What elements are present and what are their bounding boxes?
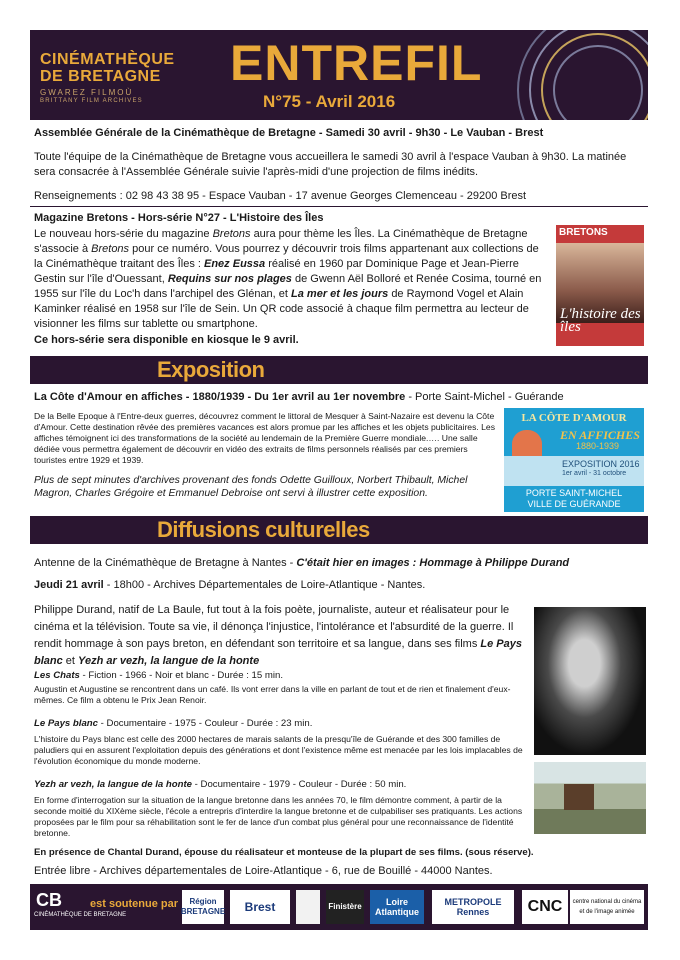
footer-logo-subtitle: CINÉMATHÈQUE DE BRETAGNE (34, 912, 127, 918)
magazine-name: Bretons (91, 243, 130, 255)
sponsor-logo-cnc: CNC (522, 890, 568, 924)
film-title: Yezh ar vezh, la langue de la honte (78, 655, 260, 667)
magazine-cover-title: L'histoire des îles (560, 306, 641, 335)
newsletter-header (30, 30, 648, 120)
philippe-durand-portrait-photo (534, 607, 646, 755)
event-date-line (34, 578, 654, 593)
film-title: Les Chats (34, 670, 80, 681)
newsletter-title: ENTREFIL (230, 35, 483, 91)
ag-heading: Assemblée Générale de la Cinémathèque de Bretagne - Samedi 30 avril - 9h30 - Le Vauban - Brest (34, 127, 544, 139)
poster-dates: 1er avril - 31 octobre (562, 470, 627, 477)
sponsor-logo-finistere: Finistère (326, 890, 364, 924)
magazine-heading: Magazine Bretons - Hors-série N°27 - L'Histoire des Îles (34, 212, 324, 224)
logo-line-3: GWAREZ FILMOÙ (40, 88, 134, 97)
exposition-body: De la Belle Epoque à l'Entre-deux guerres, découvrez comment le littoral de Mesquer à Saint-Nazaire est devenu la Côte d'Amour. Cette destination rêvée des premières vacances est alors promue par les affiches et les objets publicitaires. Les affiches témoignent ici des transformations de la société au lendemain de la Première Guerre mondiale.…. Une salle dédiée vous permettra également de découvrir en vidéo des extraits de films personnels réalisés par ces premiers touristes entre 1929 et 1939. (34, 411, 496, 465)
poster-subtitle: EN AFFICHES (560, 428, 640, 442)
poster-years: 1880-1939 (576, 441, 620, 451)
magazine-cover-image (556, 225, 644, 346)
film-title: Yezh ar vezh, la langue de la honte (34, 779, 192, 790)
bio-text: et (65, 655, 75, 667)
sponsor-logo-brest: Brest (230, 890, 290, 924)
section-banner-title: Exposition (157, 357, 265, 382)
section-banner-diffusions (30, 516, 648, 544)
logo-line-1: CINÉMATHÈQUE (40, 51, 175, 68)
magazine-cover-masthead: BRETONS (559, 227, 608, 238)
presence-note: En présence de Chantal Durand, épouse du réalisateur et monteuse de la plupart de ses films. (sous réserve). (34, 847, 534, 858)
magazine-text: aura pour thème les Îles. La Cinémathèque de Bretagne s'associe à (34, 228, 528, 255)
film-still-photo (534, 762, 646, 834)
film-reel-arcs-decoration (508, 30, 648, 120)
logo-line-2: DE BRETAGNE (40, 68, 161, 85)
film-title: Le Pays blanc (34, 638, 522, 667)
film-meta: - Fiction - 1966 - Noir et blanc - Durée : 15 min. (82, 670, 284, 681)
director-bio (34, 602, 530, 670)
event-location: - 18h00 - Archives Départementales de Loire-Atlantique - Nantes. (106, 579, 426, 591)
poster-place: PORTE SAINT-MICHEL (525, 488, 623, 498)
exposition-heading (34, 390, 654, 405)
section-banner-exposition (30, 356, 648, 384)
film-entry-pays-blanc (34, 716, 530, 731)
film-title: La mer et les jours (291, 288, 389, 300)
horse-cart-figure (564, 784, 594, 810)
magazine-text: de Gwenn Aël Bolloré et Renée Cosima, tourné en 1955 sur l'île du Loc'h dans l'archipel des Glénan, et (34, 273, 542, 300)
section-banner-title: Diffusions culturelles (157, 517, 370, 542)
ag-info: Renseignements : 02 98 43 38 95 - Espace Vauban - 17 avenue Georges Clemenceau - 29200 Brest (34, 190, 527, 202)
film-description: L'histoire du Pays blanc est celle des 2000 hectares de marais salants de la presqu'île de Guérande et des 300 familles de paludiers qui en assurent l'exploitation depuis des générations et dont l'existence même est menacée par les lois implacables de l'évolution économique du monde moderne. (34, 734, 523, 766)
film-entry-les-chats (34, 668, 530, 683)
event-date: Jeudi 21 avril (34, 579, 104, 591)
film-description: En forme d'interrogation sur la situation de la langue bretonne dans les années 70, le film démontre comment, à partir de la seconde moitié du XIXème siècle, l'école a entrepris d'interdire la langue bretonne et de culpabiliser ses pratiquants. Les actions proposées par le film pour sa réhabilitation sont le fer de lance d'un combat plus général pour une reconnaissance de l'identité bretonne. (34, 795, 523, 838)
film-title: Enez Eussa (204, 258, 266, 270)
magazine-text: réalisé en 1960 par Dominique Page et Jean-Pierre Gestin sur l'île d'Ouessant, (34, 258, 519, 285)
sponsor-logo-loire-atlantique: Loire Atlantique (370, 890, 424, 924)
sponsor-logo-rennes-metropole: METROPOLE Rennes (432, 890, 514, 924)
exposition-heading-place: - Porte Saint-Michel - Guérande (408, 391, 564, 403)
sponsor-logo-region-bretagne: Région BRETAGNE (182, 890, 224, 924)
exposition-heading-main: La Côte d'Amour en affiches - 1880/1939 - Du 1er avril au 1er novembre (34, 391, 406, 403)
film-title: Le Pays blanc (34, 718, 98, 729)
magazine-body (34, 227, 550, 332)
magazine-name: Bretons (212, 228, 251, 240)
sponsor-logo-crest (296, 890, 320, 924)
diffusions-intro (34, 556, 654, 571)
film-meta: - Documentaire - 1975 - Couleur - Durée : 23 min. (100, 718, 313, 729)
diffusions-intro-text: Antenne de la Cinémathèque de Bretagne à Nantes - (34, 557, 294, 569)
magazine-availability: Ce hors-série sera disponible en kiosque le 9 avril. (34, 334, 299, 346)
poster-city: VILLE DE GUÉRANDE (527, 499, 621, 509)
issue-number: N°75 - Avril 2016 (263, 92, 396, 111)
footer-logo: CB (36, 890, 62, 910)
bio-text: Philippe Durand, natif de La Baule, fut tout à la fois poète, journaliste, auteur et réalisateur pour le cinéma et la télévision. Toute sa vie, il dénonça l'injustice, l'intolérance et l'absurdité de la guerre. Il rendit hommage à son pays breton, en défendant son territoire et sa langue, dans ses films (34, 604, 514, 650)
magazine-text: pour ce numéro. Vous pourrez y découvrir trois films appartenant aux collections de la Cinémathèque traitant des Îles : (34, 243, 539, 270)
poster-title: LA CÔTE D'AMOUR (521, 412, 627, 424)
supported-by-label: est soutenue par (90, 898, 179, 910)
film-entry-yezh-ar-vezh (34, 777, 530, 792)
film-description: Augustin et Augustine se rencontrent dans un café. Ils vont errer dans la ville en parlant de tout et de rien et finalement d'eux-mêmes. Ce film a obtenu le Prix Jean Renoir. (34, 684, 511, 705)
magazine-text: Le nouveau hors-série du magazine (34, 228, 210, 240)
exposition-credit: Plus de sept minutes d'archives provenant des fonds Odette Guilloux, Norbert Thibault, Michel Magron, Charles Grégoire et Emmanuel Debroise ont servi à illustrer cette exposition. (34, 475, 468, 499)
section-divider (30, 206, 648, 207)
logo-line-4: BRITTANY FILM ARCHIVES (40, 98, 143, 104)
footer-sponsors (30, 884, 648, 930)
poster-exposition: EXPOSITION 2016 (562, 459, 640, 469)
event-title: C'était hier en images : Hommage à Philippe Durand (296, 557, 570, 569)
sponsor-logo-cnc-subtitle: centre national du cinéma et de l'image animée (570, 890, 644, 924)
magazine-text: de Raymond Vogel et Alain Kaminker réalisé en 1958 sur l'île de Sein. Un QR code associé à chaque film permettra au lecteur de visionner les films sur tablette ou smartphone. (34, 288, 529, 330)
entry-info: Entrée libre - Archives départementales de Loire-Atlantique - 6, rue de Bouillé - 44000 Nantes. (34, 865, 493, 877)
film-meta: - Documentaire - 1979 - Couleur - Durée : 50 min. (194, 779, 407, 790)
film-title: Requins sur nos plages (167, 273, 292, 285)
ag-body: Toute l'équipe de la Cinémathèque de Bretagne vous accueillera le samedi 30 avril à l'espace Vauban à 9h30. La matinée sera consacrée à l'Assemblée Générale suivie l'après-midi d'une projection de films inédits. (34, 151, 627, 178)
exposition-poster-image (504, 408, 644, 512)
